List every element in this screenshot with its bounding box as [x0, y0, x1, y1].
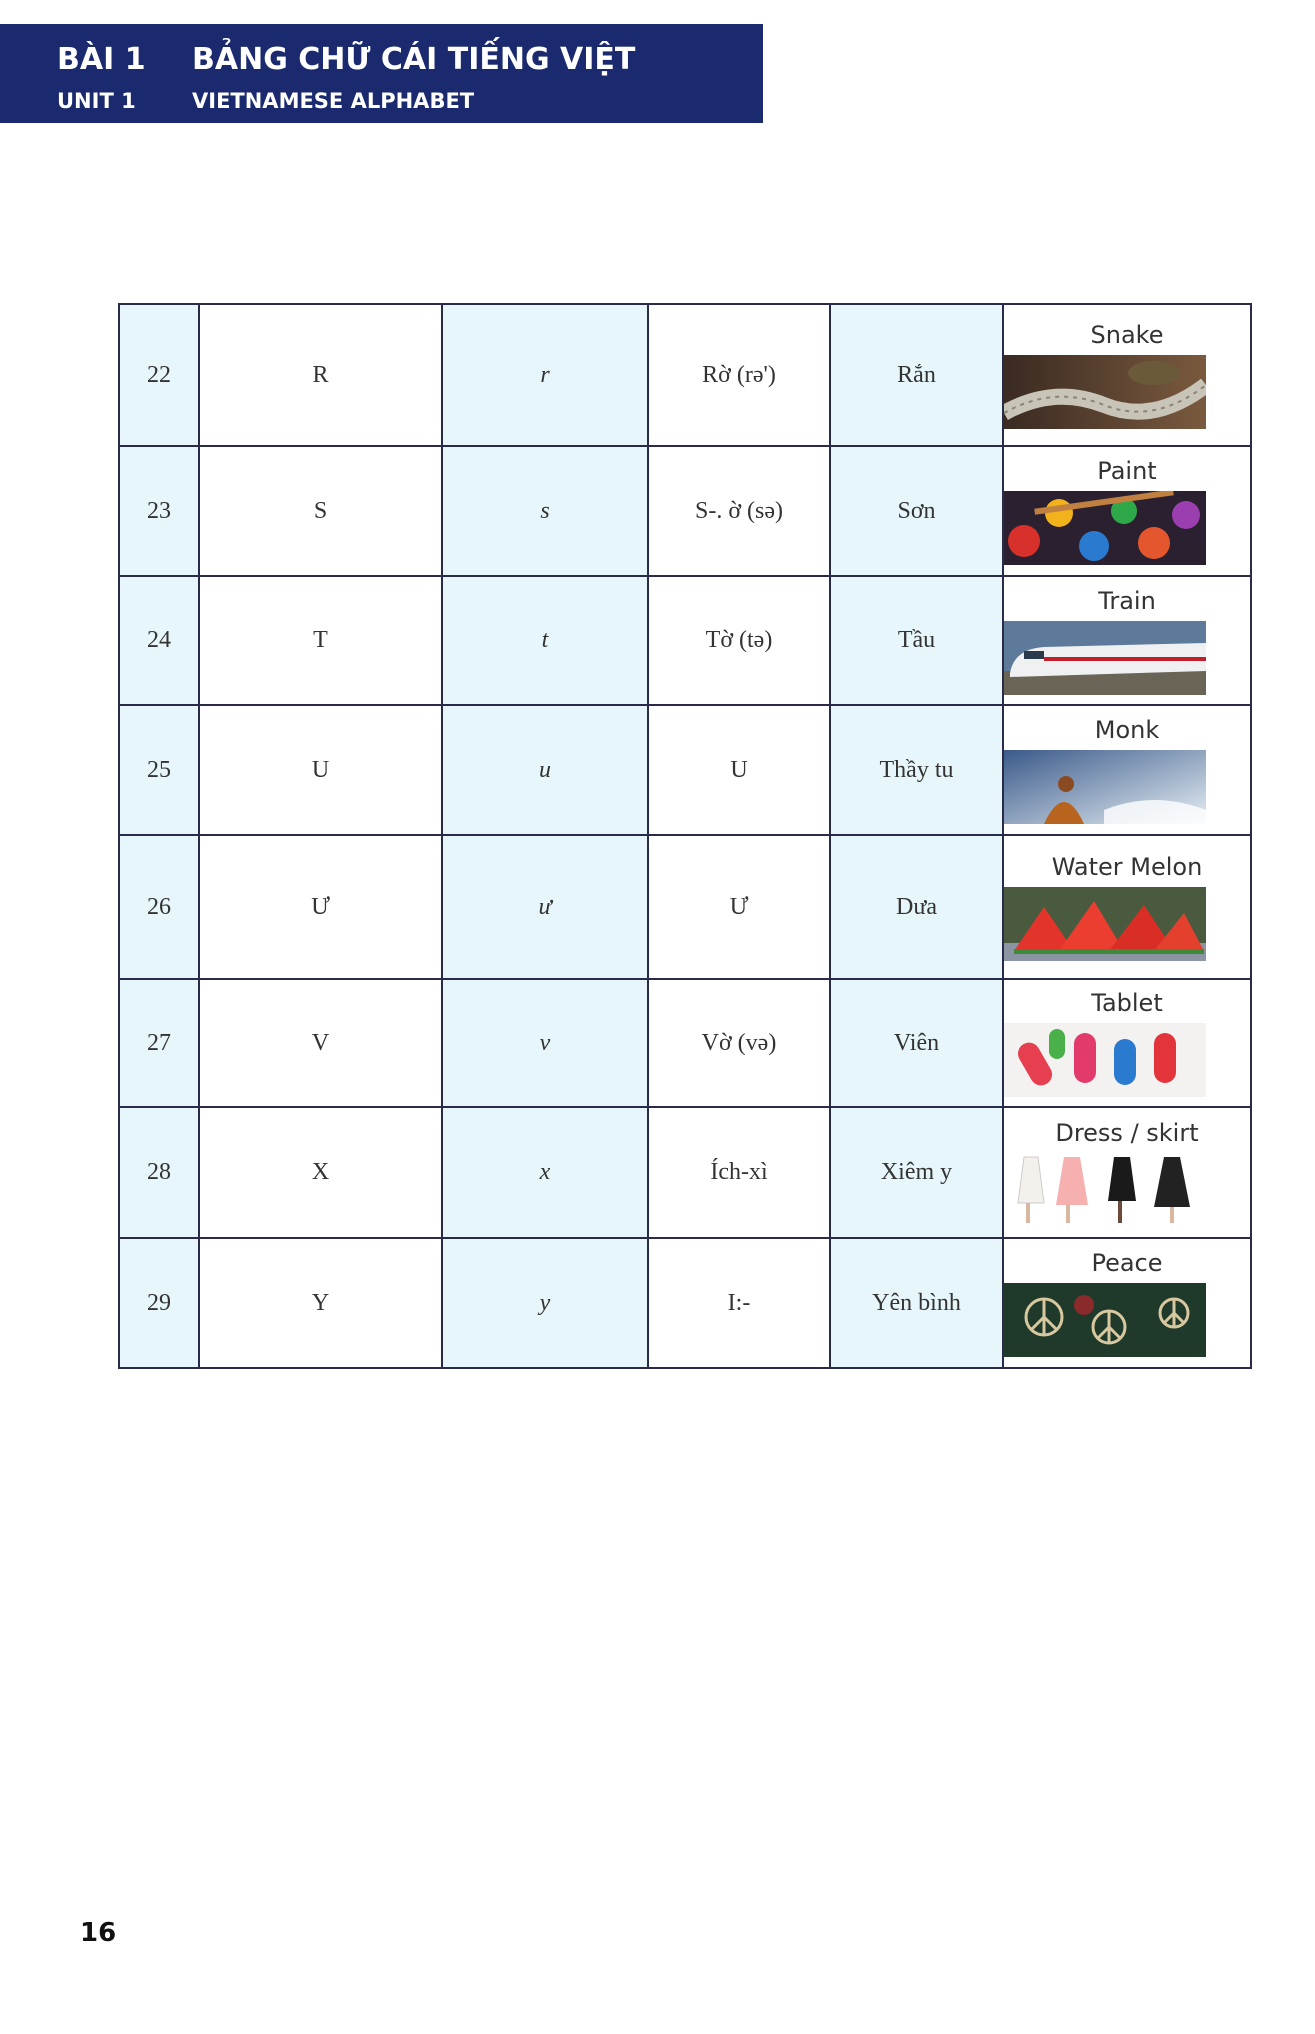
paint-photo-icon: [1004, 491, 1206, 565]
row-number: 22: [119, 304, 199, 446]
example-word: Sơn: [830, 446, 1003, 576]
picture-cell: [1003, 576, 1251, 705]
table-row: [119, 705, 1251, 835]
row-number: 29: [119, 1238, 199, 1368]
picture-label: Train: [1098, 586, 1156, 615]
picture-label: Dress / skirt: [1055, 1118, 1199, 1147]
script-letter: ư: [442, 835, 648, 979]
example-word: Yên bình: [830, 1238, 1003, 1368]
script-letter: y: [442, 1238, 648, 1368]
page-number: 16: [80, 1918, 117, 1948]
picture-cell: [1003, 835, 1251, 979]
picture-label: Paint: [1097, 457, 1157, 485]
row-number: 24: [119, 576, 199, 705]
pronunciation: U: [648, 705, 830, 835]
uppercase-letter: Ư: [199, 835, 442, 979]
picture-label: Monk: [1094, 716, 1160, 744]
picture-label: Snake: [1090, 321, 1164, 349]
table-row: [119, 446, 1251, 576]
table-row: [119, 304, 1251, 446]
uppercase-letter: T: [199, 576, 442, 705]
example-word: Xiêm y: [830, 1107, 1003, 1238]
lesson-title-vi: BẢNG CHỮ CÁI TIẾNG VIỆT: [192, 42, 636, 77]
row-number: 23: [119, 446, 199, 576]
table-row: [119, 835, 1251, 979]
picture-cell: [1003, 1238, 1251, 1368]
row-number: 27: [119, 979, 199, 1107]
pronunciation: S-. ờ (sə): [648, 446, 830, 576]
picture-cell: [1003, 304, 1251, 446]
row-number: 26: [119, 835, 199, 979]
script-letter: u: [442, 705, 648, 835]
example-word: Dưa: [830, 835, 1003, 979]
pronunciation: Ư: [648, 835, 830, 979]
pronunciation: Vờ (və): [648, 979, 830, 1107]
example-word: Thầy tu: [830, 705, 1003, 835]
peace-photo-icon: [1004, 1283, 1206, 1357]
pronunciation: Tờ (tə): [648, 576, 830, 705]
uppercase-letter: S: [199, 446, 442, 576]
picture-label: Water Melon: [1051, 853, 1203, 881]
snake-photo-icon: [1004, 355, 1206, 429]
script-letter: t: [442, 576, 648, 705]
uppercase-letter: Y: [199, 1238, 442, 1368]
unit-label: UNIT 1: [57, 89, 136, 113]
picture-cell: [1003, 979, 1251, 1107]
example-word: Tầu: [830, 576, 1003, 705]
picture-cell: [1003, 1107, 1251, 1238]
lesson-label: BÀI 1: [57, 42, 146, 77]
dress-photo-icon: [1004, 1153, 1206, 1227]
pronunciation: Rờ (rə'): [648, 304, 830, 446]
script-letter: x: [442, 1107, 648, 1238]
pronunciation: Ích-xì: [648, 1107, 830, 1238]
monk-photo-icon: [1004, 750, 1206, 824]
uppercase-letter: R: [199, 304, 442, 446]
table-row: [119, 1238, 1251, 1368]
uppercase-letter: U: [199, 705, 442, 835]
script-letter: r: [442, 304, 648, 446]
tablet-photo-icon: [1004, 1023, 1206, 1097]
table-row: [119, 1107, 1251, 1238]
watermelon-photo-icon: [1004, 887, 1206, 961]
row-number: 25: [119, 705, 199, 835]
train-photo-icon: [1004, 621, 1206, 695]
table-row: [119, 576, 1251, 705]
lesson-title-en: VIETNAMESE ALPHABET: [192, 89, 475, 113]
picture-label: Tablet: [1091, 989, 1163, 1017]
picture-cell: [1003, 446, 1251, 576]
script-letter: v: [442, 979, 648, 1107]
row-number: 28: [119, 1107, 199, 1238]
script-letter: s: [442, 446, 648, 576]
table-row: [119, 979, 1251, 1107]
picture-label: Peace: [1091, 1249, 1163, 1277]
picture-cell: [1003, 705, 1251, 835]
uppercase-letter: V: [199, 979, 442, 1107]
example-word: Viên: [830, 979, 1003, 1107]
pronunciation: I:-: [648, 1238, 830, 1368]
example-word: Rắn: [830, 304, 1003, 446]
uppercase-letter: X: [199, 1107, 442, 1238]
lesson-header: [0, 24, 763, 123]
alphabet-table: [118, 303, 1252, 1369]
